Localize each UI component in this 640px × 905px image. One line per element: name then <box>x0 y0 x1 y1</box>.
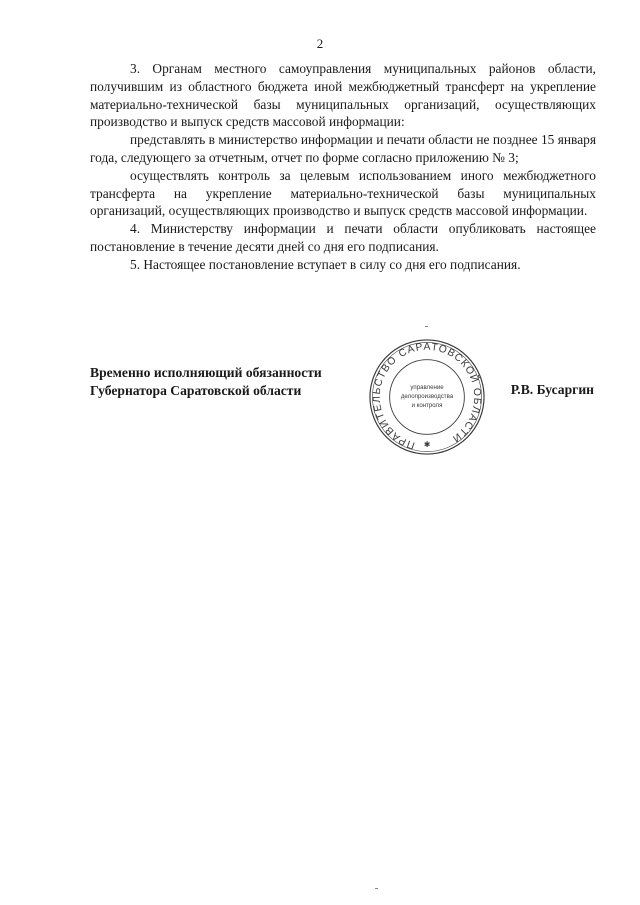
signatory-name: Р.В. Бусаргин <box>510 382 594 397</box>
stamp-ring-textpath: ПРАВИТЕЛЬСТВО САРАТОВСКОЙ ОБЛАСТИ <box>371 341 483 451</box>
scan-speck <box>425 326 428 327</box>
signature-block <box>90 341 596 464</box>
signatory-position <box>90 364 322 400</box>
paragraph-3-item-control: осуществлять контроль за целевым использованием иного межбюджетного трансферта на укрепление материально-технической базы муниципальных организаций, осуществляющих производство и выпуск средств массовой информации. <box>90 167 596 219</box>
official-stamp <box>368 338 486 456</box>
stamp-center-line-1: управление <box>410 384 444 392</box>
stamp-star-icon: ✱ <box>423 440 431 450</box>
paragraph-3: 3. Органам местного самоуправления муниципальных районов области, получившим из областного бюджета иной межбюджетный трансферт на укрепление материально-технической базы муниципальных организаций, осуществляющих производство и выпуск средств массовой информации: <box>90 61 596 130</box>
document-body <box>90 60 596 274</box>
scan-speck <box>375 888 378 889</box>
signatory-position-line-2: Губернатора Саратовской области <box>90 383 302 398</box>
stamp-center-line-2: делопроизводства <box>400 392 454 400</box>
stamp-center-line-3: и контроля <box>411 401 443 409</box>
signatory-position-line-1: Временно исполняющий обязанности <box>90 365 322 380</box>
paragraph-5: 5. Настоящее постановление вступает в силу со дня его подписания. <box>130 256 521 272</box>
page-number: 2 <box>316 36 324 51</box>
paragraph-3-item-report: представлять в министерство информации и печати области не позднее 15 января года, следующего за отчетным, отчет по форме согласно приложению № 3; <box>90 132 596 165</box>
paragraph-4: 4. Министерству информации и печати области опубликовать настоящее постановление в течение десяти дней со дня его подписания. <box>90 221 596 254</box>
